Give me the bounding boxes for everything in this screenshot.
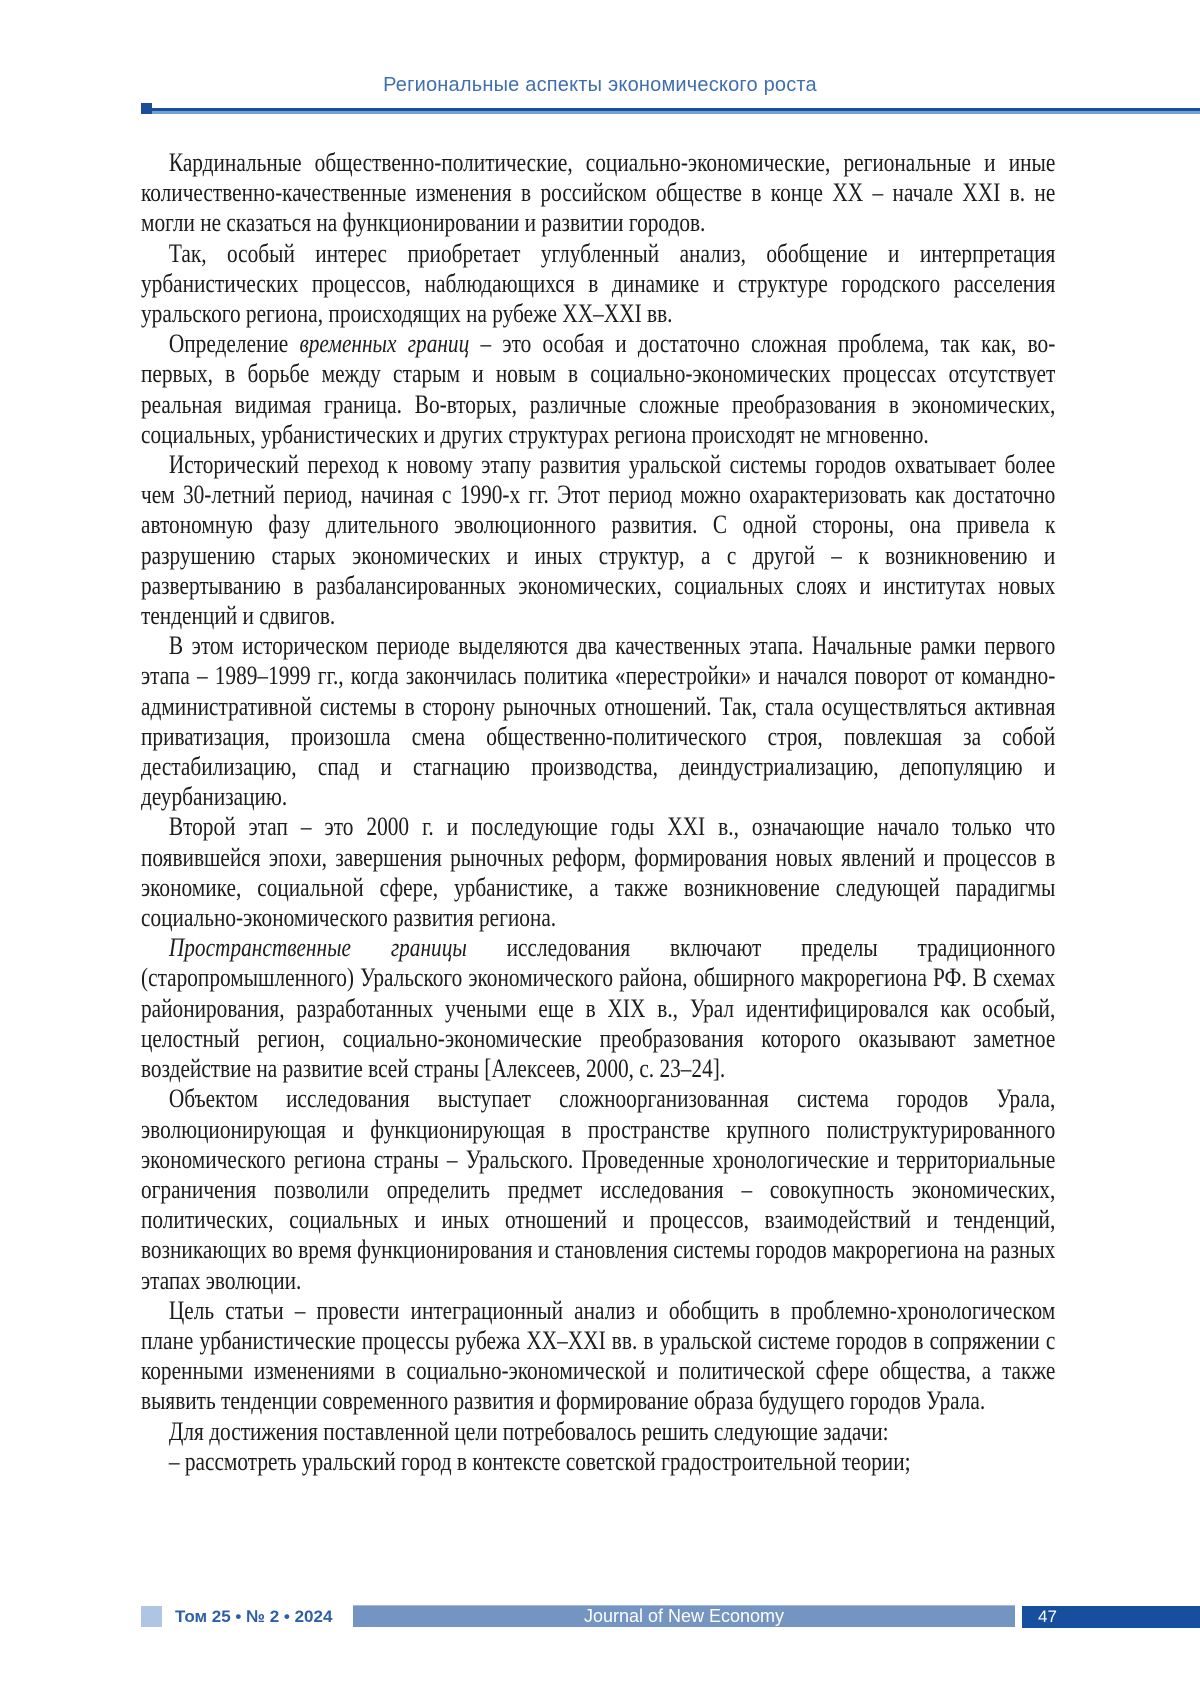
text-segment: Определение [168,329,300,359]
paragraph [141,1296,1055,1417]
footer-journal-bar [353,1605,1015,1627]
text-segment: временных границ [299,329,470,359]
paragraph [141,329,1055,450]
article-body [141,148,1055,1477]
text-segment: Второй этап – это 2000 г. и последующие годы XXI в., означающие начало только что появившейся эпохи, завершения рыночных реформ, формирования новых явлений и процессов в экономике, социальной сфере, урбанистике, а также возникновение следующей парадигмы социально-экономического развития региона. [141,812,1056,933]
text-segment: – это особая и достаточно сложная проблема, так как, во-первых, в борьбе между старым и новым в социально-экономических процессах отсутствует реальная видимая граница. Во-вторых, различные сложные преобразования в экономических, социальных, урбанистических и других структурах региона происходят не мгновенно. [141,329,1056,449]
text-segment: – рассмотреть уральский город в контексте советской градостроительной теории; [168,1446,911,1476]
text-segment: В этом историческом периоде выделяются два качественных этапа. Начальные рамки первого этапа – 1989–1999 гг., когда закончилась политика «перестройки» и начался поворот от командно-административной системы в сторону рыночных отношений. Так, стала осуществляться активная приватизация, произошла смена общественно-политического строя, повлекшая за собой дестабилизацию, спад и стагнацию производства, деиндустриализацию, депопуляцию и деурбанизацию. [141,631,1056,812]
running-head: Региональные аспекты экономического роста [383,74,817,96]
text-segment: Так, особый интерес приобретает углубленный анализ, обобщение и интерпретация урбанистических процессов, наблюдающихся в динамике и структуре городского расселения уральского региона, происходящих на рубеже XX–XXI вв. [141,238,1056,329]
paragraph [141,1084,1055,1295]
footer-accent-square [141,1606,162,1627]
paragraph [141,812,1055,933]
paragraph [141,1447,1055,1477]
footer-volume-issue: Том 25 • № 2 • 2024 [175,1606,333,1626]
text-segment: Для достижения поставленной цели потребовалось решить следующие задачи: [168,1416,889,1446]
text-segment: исследования включают пределы традиционного (старопромышленного) Уральского экономического района, обширного макрорегиона РФ. В схемах районирования, разработанных учеными еще в XIX в., Урал идентифицировался как особый, целостный регион, социально-экономические преобразования которого оказывают заметное воздействие на развитие всей страны [Алексеев, 2000, с. 23–24]. [141,933,1056,1084]
paragraph [141,239,1055,330]
paragraph [141,148,1055,239]
text-segment: Кардинальные общественно-политические, социально-экономические, региональные и иные количественно-качественные изменения в российском обществе в конце XX – начале XXI в. не могли не сказаться на функционировании и развитии городов. [141,148,1056,238]
text-segment: Пространственные границы [168,933,467,963]
header-rule-square [141,103,152,114]
footer-journal-title: Journal of New Economy [583,1605,785,1626]
paragraph [141,1417,1055,1447]
paragraph [141,450,1055,631]
text-segment: Объектом исследования выступает сложноорганизованная система городов Урала, эволюционирующая и функционирующая в пространстве крупного полиструктурированного экономического региона страны – Уральского. Проведенные хронологические и территориальные ограничения позволили определить предмет исследования – совокупность экономических, политических, социальных и иных отношений и процессов, взаимодействий и тенденций, возникающих во время функционирования и становления системы городов макрорегиона на разных этапах эволюции. [141,1084,1056,1295]
text-segment: Исторический переход к новому этапу развития уральской системы городов охватывает более чем 30-летний период, начиная с 1990-х гг. Этот период можно охарактеризовать как достаточно автономную фазу длительного эволюционного развития. С одной стороны, она привела к разрушению старых экономических и иных структур, а с другой – к возникновению и развертыванию в разбалансированных экономических, социальных слоях и институтах новых тенденций и сдвигов. [141,450,1056,631]
text-segment: Цель статьи – провести интеграционный анализ и обобщить в проблемно-хронологическом плане урбанистические процессы рубежа XX–XXI вв. в уральской системе городов в сопряжении с коренными изменениями в социально-экономической и политической сфере общества, а также выявить тенденции современного развития и формирование образа будущего городов Урала. [141,1295,1056,1416]
paragraph [141,933,1055,1084]
page-number: 47 [1038,1607,1057,1626]
header-rule [152,108,1200,114]
footer-page-box [1022,1606,1200,1628]
paragraph [141,631,1055,812]
header-rule-light-line [152,111,1200,114]
